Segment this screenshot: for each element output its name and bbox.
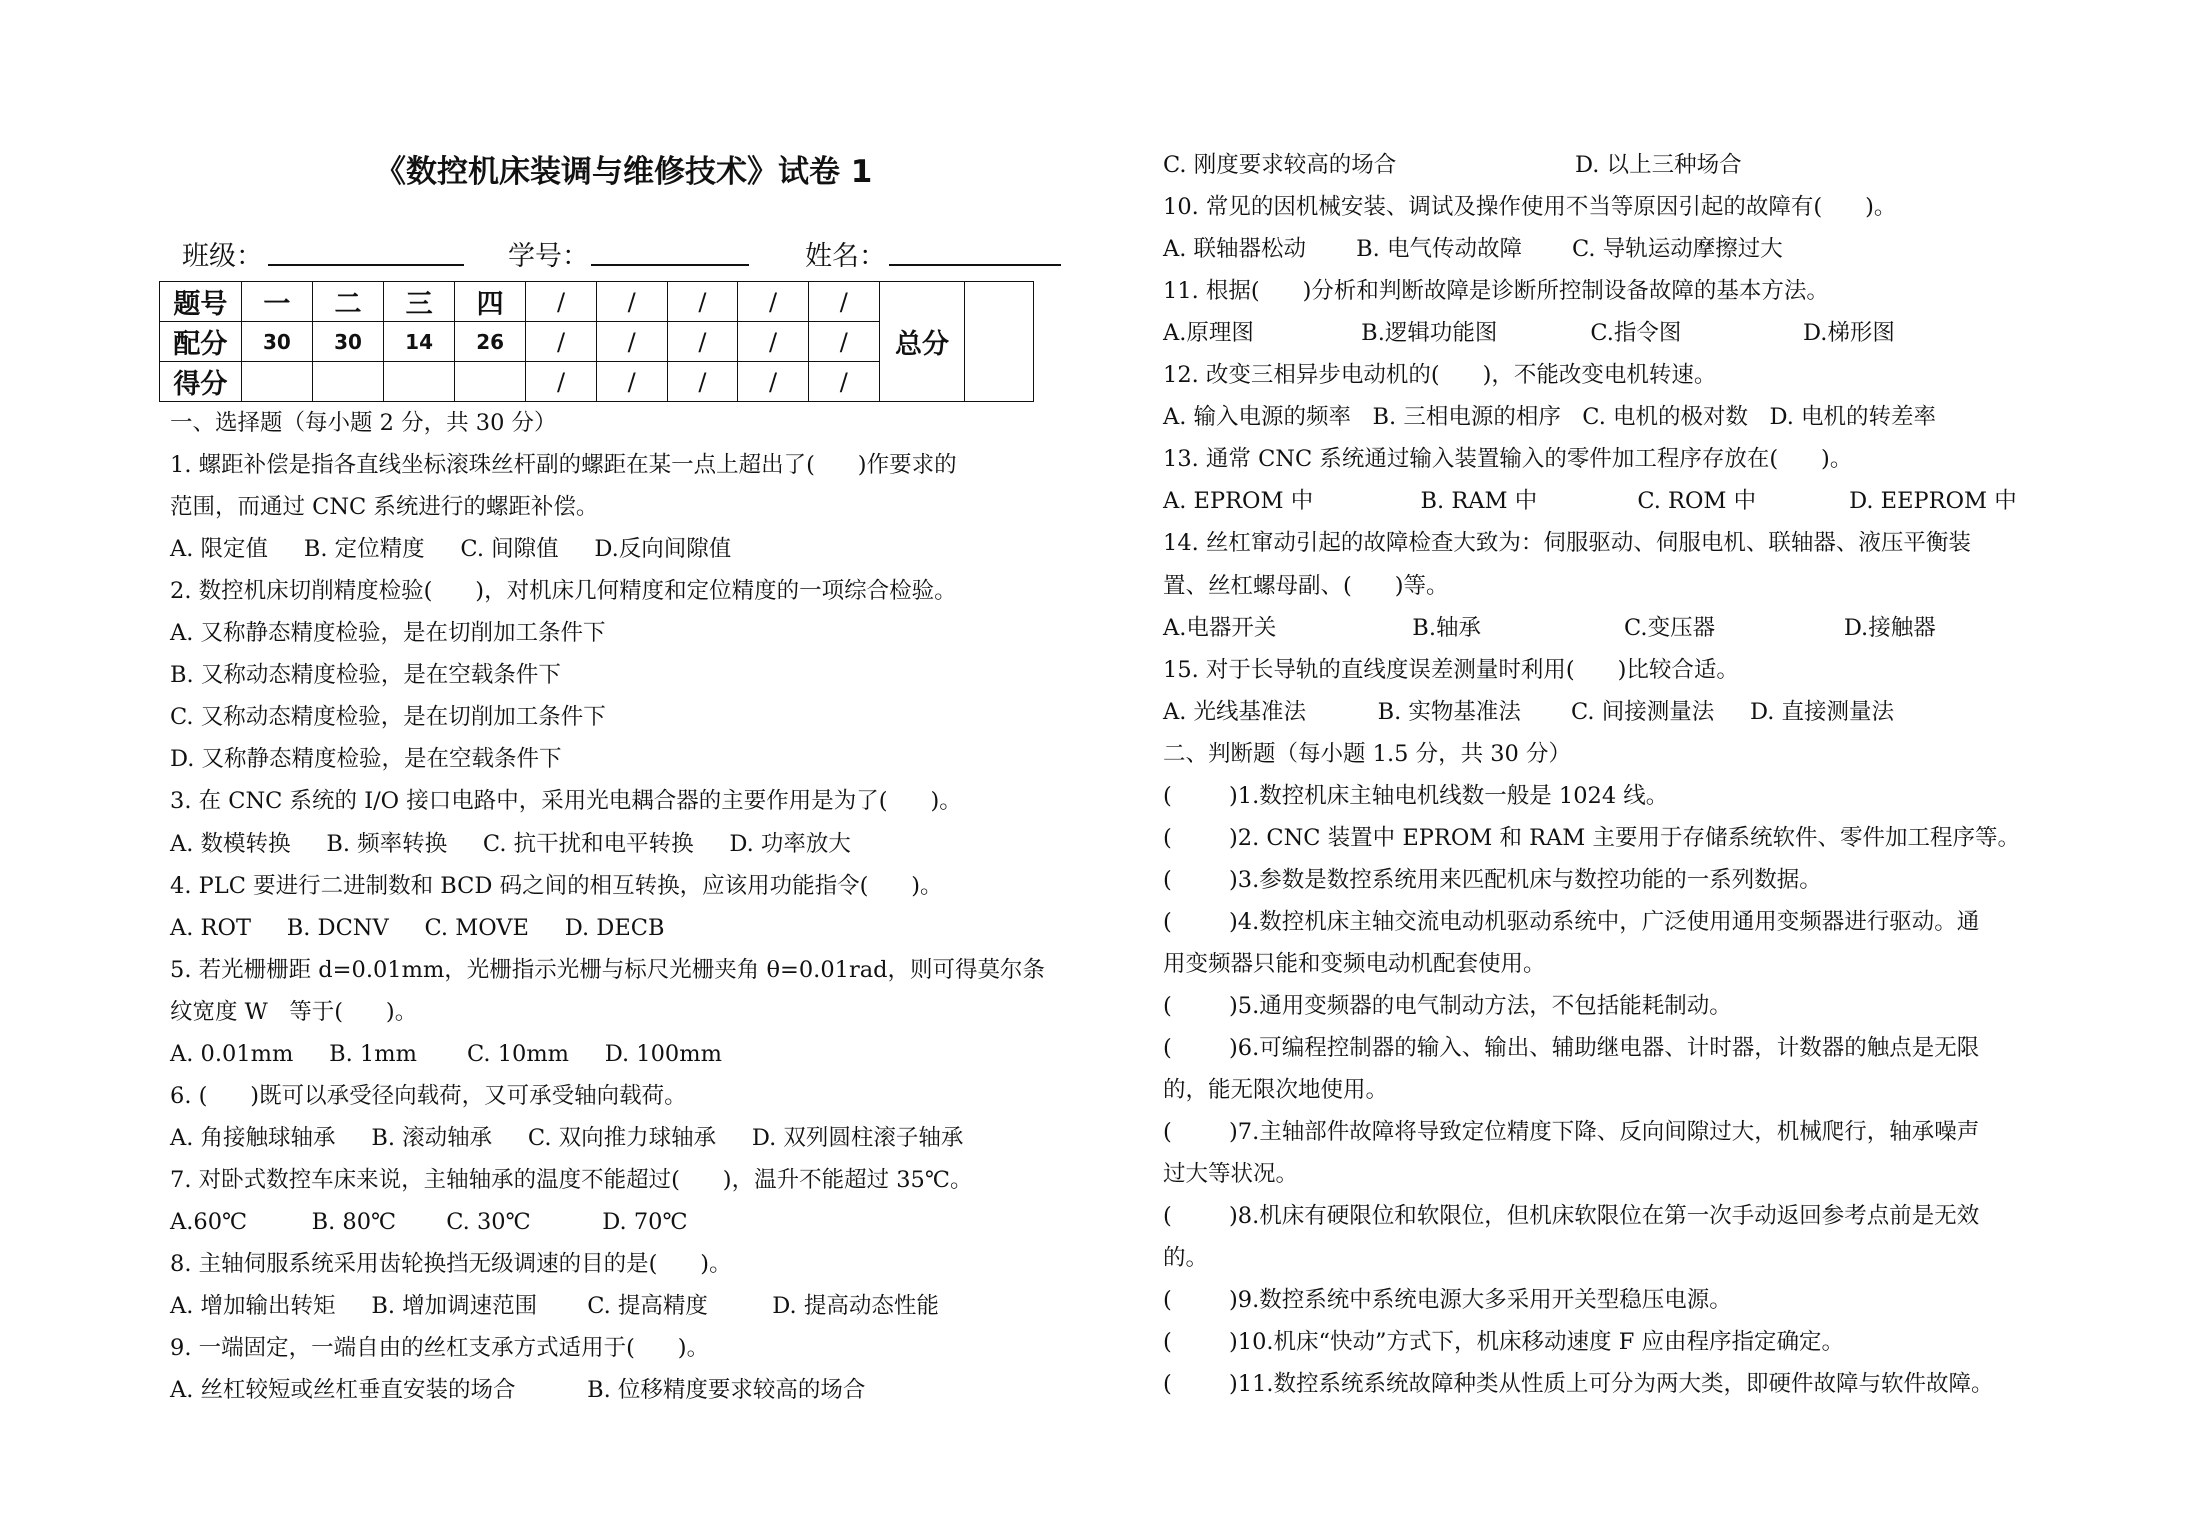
text-line: 11. 根据( )分析和判断故障是诊断所控制设备故障的基本方法。 xyxy=(1163,278,1829,305)
text-line: C. 刚度要求较高的场合 D. 以上三种场合 xyxy=(1163,152,1742,178)
score-table xyxy=(159,281,1034,402)
text-line: A. EPROM 中 B. RAM 中 C. ROM 中 D. EEPROM 中 xyxy=(1163,488,2017,515)
text-line: 用变频器只能和变频电动机配套使用。 xyxy=(1163,950,1546,977)
text-line: ( )4.数控机床主轴交流电动机驱动系统中，广泛使用通用变频器进行驱动。通 xyxy=(1163,908,1980,935)
score-cell: / xyxy=(808,362,879,402)
text-line: 的。 xyxy=(1163,1245,1209,1272)
text-line: 置、丝杠螺母副、( )等。 xyxy=(1163,572,1449,599)
text-line: A. 联轴器松动 B. 电气传动故障 C. 导轨运动摩擦过大 xyxy=(1163,236,1783,263)
text-line: 5. 若光栅栅距 d=0.01mm，光栅指示光栅与标尺光栅夹角 θ=0.01rad，则可得莫尔条 xyxy=(170,956,1046,983)
score-cell: 一 xyxy=(241,282,312,322)
score-input-cell[interactable] xyxy=(312,362,383,402)
score-cell: 三 xyxy=(384,282,455,322)
text-line: ( )3.参数是数控系统用来匹配机床与数控功能的一系列数据。 xyxy=(1163,866,1822,893)
text-line: 1. 螺距补偿是指各直线坐标滚珠丝杆副的螺距在某一点上超出了( )作要求的 xyxy=(170,452,957,479)
text-line: A. 输入电源的频率 B. 三相电源的相序 C. 电机的极对数 D. 电机的转差率 xyxy=(1163,404,1937,431)
score-cell: / xyxy=(667,322,738,362)
score-input-cell[interactable] xyxy=(384,362,455,402)
text-line: A. 光线基准法 B. 实物基准法 C. 间接测量法 D. 直接测量法 xyxy=(1163,698,1894,725)
score-cell: 配分 xyxy=(160,322,242,362)
text-line: 14. 丝杠窜动引起的故障检查大致为：伺服驱动、伺服电机、联轴器、液压平衡装 xyxy=(1163,530,1971,557)
text-line: 4. PLC 要进行二进制数和 BCD 码之间的相互转换，应该用功能指令( )。 xyxy=(170,872,943,899)
text-line: A.电器开关 B.轴承 C.变压器 D.接触器 xyxy=(1163,614,1936,641)
text-line: ( )2. CNC 装置中 EPROM 和 RAM 主要用于存储系统软件、零件加工程序等。 xyxy=(1163,824,2020,851)
text-line: 范围，而通过 CNC 系统进行的螺距补偿。 xyxy=(170,494,599,521)
student-id-field[interactable] xyxy=(591,264,749,266)
text-line: A. 限定值 B. 定位精度 C. 间隙值 D.反向间隙值 xyxy=(170,536,732,563)
score-cell: / xyxy=(667,362,738,402)
text-line: 12. 改变三相异步电动机的( )，不能改变电机转速。 xyxy=(1163,362,1717,389)
text-line: ( )8.机床有硬限位和软限位，但机床软限位在第一次手动返回参考点前是无效 xyxy=(1163,1203,1980,1230)
text-line: ( )7.主轴部件故障将导致定位精度下降、反向间隙过大，机械爬行，轴承噪声 xyxy=(1163,1119,1980,1146)
text-line: ( )1.数控机床主轴电机线数一般是 1024 线。 xyxy=(1163,782,1669,809)
score-input-cell[interactable] xyxy=(241,362,312,402)
score-cell: / xyxy=(596,282,667,322)
score-cell: / xyxy=(738,322,809,362)
score-cell: / xyxy=(667,282,738,322)
text-line: 二、判断题（每小题 1.5 分，共 30 分） xyxy=(1163,740,1572,767)
score-cell: / xyxy=(738,362,809,402)
exam-title: 《数控机床装调与维修技术》试卷 1 xyxy=(375,154,873,190)
text-line: D. 又称静态精度检验，是在空载条件下 xyxy=(170,746,562,773)
score-cell: 二 xyxy=(312,282,383,322)
student-id-label: 学号： xyxy=(508,241,589,272)
score-cell: 30 xyxy=(312,322,383,362)
text-line: 10. 常见的因机械安装、调试及操作使用不当等原因引起的故障有( )。 xyxy=(1163,194,1897,221)
score-cell: / xyxy=(526,282,597,322)
score-cell: 26 xyxy=(455,322,526,362)
score-cell: 得分 xyxy=(160,362,242,402)
text-line: 过大等状况。 xyxy=(1163,1161,1299,1188)
total-label: 总分 xyxy=(879,282,965,402)
text-line: ( )11.数控系统系统故障种类从性质上可分为两大类，即硬件故障与软件故障。 xyxy=(1163,1371,1994,1398)
text-line: 9. 一端固定，一端自由的丝杠支承方式适用于( )。 xyxy=(170,1335,710,1362)
text-line: 8. 主轴伺服系统采用齿轮换挡无级调速的目的是( )。 xyxy=(170,1251,732,1277)
text-line: 7. 对卧式数控车床来说，主轴轴承的温度不能超过( )，温升不能超过 35℃。 xyxy=(170,1166,973,1193)
text-line: 13. 通常 CNC 系统通过输入装置输入的零件加工程序存放在( )。 xyxy=(1163,446,1853,473)
text-line: ( )9.数控系统中系统电源大多采用开关型稳压电源。 xyxy=(1163,1287,1732,1314)
text-line: 的，能无限次地使用。 xyxy=(1163,1077,1389,1104)
score-cell: 四 xyxy=(455,282,526,322)
score-cell: / xyxy=(526,322,597,362)
score-cell: / xyxy=(526,362,597,402)
class-label: 班级： xyxy=(182,241,263,272)
text-line: A.60℃ B. 80℃ C. 30℃ D. 70℃ xyxy=(170,1208,688,1235)
score-cell: / xyxy=(808,322,879,362)
text-line: ( )10.机床“快动”方式下，机床移动速度 F 应由程序指定确定。 xyxy=(1163,1329,1844,1356)
score-cell: 题号 xyxy=(160,282,242,322)
name-field[interactable] xyxy=(889,264,1061,266)
score-cell: / xyxy=(738,282,809,322)
text-line: 纹宽度 W 等于( )。 xyxy=(170,998,418,1025)
text-line: A. 角接触球轴承 B. 滚动轴承 C. 双向推力球轴承 D. 双列圆柱滚子轴承 xyxy=(170,1124,964,1151)
total-score-cell[interactable] xyxy=(965,282,1034,402)
text-line: 15. 对于长导轨的直线度误差测量时利用( )比较合适。 xyxy=(1163,656,1739,683)
text-line: A. 数模转换 B. 频率转换 C. 抗干扰和电平转换 D. 功率放大 xyxy=(170,830,851,857)
score-cell: 30 xyxy=(241,322,312,362)
text-line: A. 又称静态精度检验，是在切削加工条件下 xyxy=(170,620,606,647)
text-line: 2. 数控机床切削精度检验( )，对机床几何精度和定位精度的一项综合检验。 xyxy=(170,578,957,605)
text-line: A. 增加输出转矩 B. 增加调速范围 C. 提高精度 D. 提高动态性能 xyxy=(170,1293,939,1320)
score-row-question xyxy=(160,282,1034,322)
score-cell: / xyxy=(596,322,667,362)
text-line: A. 0.01mm B. 1mm C. 10mm D. 100mm xyxy=(170,1040,722,1067)
class-field[interactable] xyxy=(268,264,464,266)
text-line: 一、选择题（每小题 2 分，共 30 分） xyxy=(170,410,557,436)
text-line: ( )5.通用变频器的电气制动方法，不包括能耗制动。 xyxy=(1163,993,1732,1019)
score-input-cell[interactable] xyxy=(455,362,526,402)
score-cell: / xyxy=(596,362,667,402)
name-label: 姓名： xyxy=(805,241,886,272)
text-line: ( )6.可编程控制器的输入、输出、辅助继电器、计时器，计数器的触点是无限 xyxy=(1163,1035,1980,1062)
score-cell: 14 xyxy=(384,322,455,362)
text-line: A.原理图 B.逻辑功能图 C.指令图 D.梯形图 xyxy=(1163,320,1895,347)
text-line: C. 又称动态精度检验，是在切削加工条件下 xyxy=(170,704,606,731)
text-line: 3. 在 CNC 系统的 I/O 接口电路中，采用光电耦合器的主要作用是为了( )。 xyxy=(170,788,962,815)
text-line: 6. ( )既可以承受径向载荷，又可承受轴向载荷。 xyxy=(170,1082,687,1109)
text-line: A. ROT B. DCNV C. MOVE D. DECB xyxy=(170,914,665,941)
score-cell: / xyxy=(808,282,879,322)
text-line: A. 丝杠较短或丝杠垂直安装的场合 B. 位移精度要求较高的场合 xyxy=(170,1377,866,1404)
text-line: B. 又称动态精度检验，是在空载条件下 xyxy=(170,662,561,689)
